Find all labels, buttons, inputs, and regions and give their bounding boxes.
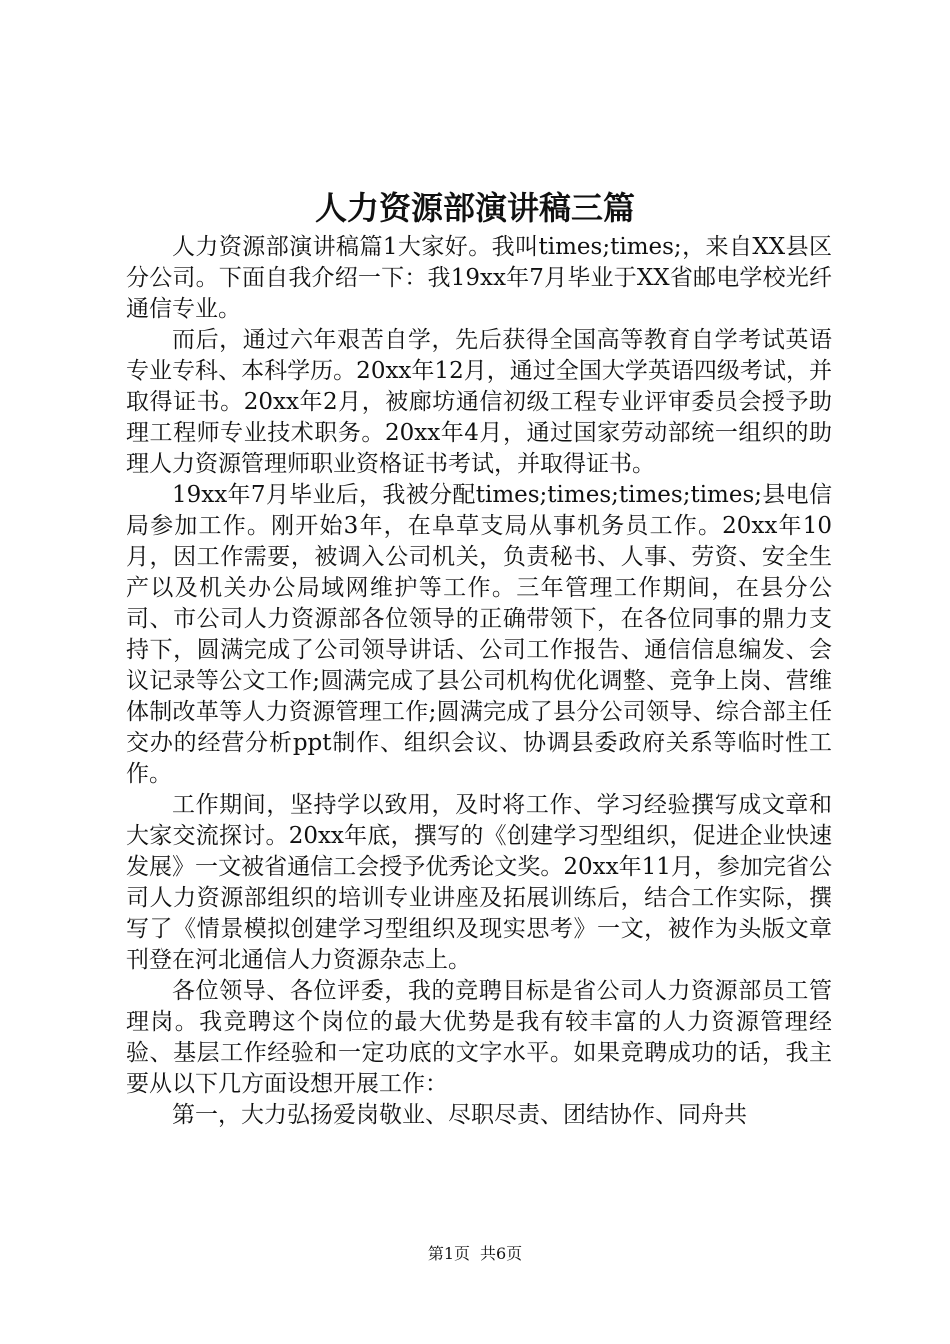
paragraph: 各位领导、各位评委，我的竞聘目标是省公司人力资源部员工管理岗。我竞聘这个岗位的最大优势是我有较丰富的人力资源管理经验、基层工作经验和一定功底的文字水平。如果竞聘成功的话，我主要从以下几方面设想开展工作： [126,978,832,1097]
page-number: 第1页 [427,1244,470,1263]
paragraph: 第一，大力弘扬爱岗敬业、尽职尽责、团结协作、同舟共 [172,1102,747,1128]
paragraph: 人力资源部演讲稿篇1大家好。我叫times;times;，来自XX县区分公司。下面自我介绍一下：我19xx年7月毕业于XX省邮电学校光纤通信专业。 [126,234,832,322]
page-footer [0,1242,950,1266]
document-body [126,232,832,1131]
paragraph: 而后，通过六年艰苦自学，先后获得全国高等教育自学考试英语专业专科、本科学历。20xx年12月，通过全国大学英语四级考试，并取得证书。20xx年2月，被廊坊通信初级工程专业评审委员会授予助理工程师专业技术职务。20xx年4月，通过国家劳动部统一组织的助理人力资源管理师职业资格证书考试，并取得证书。 [126,327,832,477]
paragraph: 工作期间，坚持学以致用，及时将工作、学习经验撰写成文章和大家交流探讨。20xx年底，撰写的《创建学习型组织，促进企业快速发展》一文被省通信工会授予优秀论文奖。20xx年11月，参加完省公司人力资源部组织的培训专业讲座及拓展训练后，结合工作实际，撰写了《情景模拟创建学习型组织及现实思考》一文，被作为头版文章刊登在河北通信人力资源杂志上。 [126,792,832,973]
paragraph: 19xx年7月毕业后，我被分配times;times;times;times;县电信局参加工作。刚开始3年，在阜草支局从事机务员工作。20xx年10月，因工作需要，被调入公司机关，负责秘书、人事、劳资、安全生产以及机关办公局域网维护等工作。三年管理工作期间，在县分公司、市公司人力资源部各位领导的正确带领下，在各位同事的鼎力支持下，圆满完成了公司领导讲话、公司工作报告、通信信息编发、会议记录等公文工作;圆满完成了县公司机构优化调整、竞争上岗、营维体制改革等人力资源管理工作;圆满完成了县分公司领导、综合部主任交办的经营分析ppt制作、组织会议、协调县委政府关系等临时性工作。 [126,482,832,787]
page-total: 共6页 [480,1244,523,1263]
document-title: 人力资源部演讲稿三篇 [314,189,635,227]
